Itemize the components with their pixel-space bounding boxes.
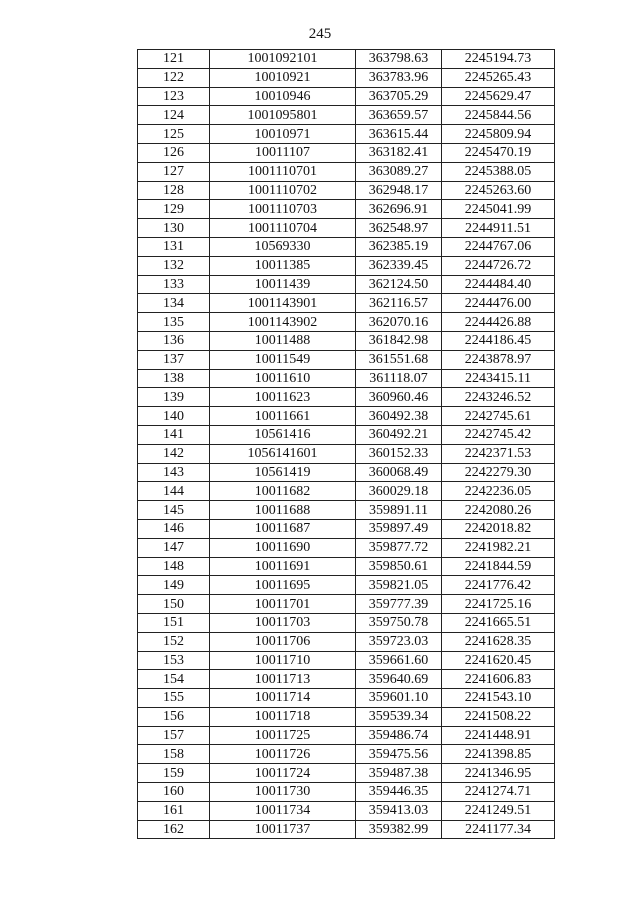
row-number-cell: 146: [138, 519, 210, 538]
point-id-cell: 10011710: [210, 651, 356, 670]
point-id-cell: 10011488: [210, 331, 356, 350]
y-coordinate-cell: 2242080.26: [442, 501, 555, 520]
table-row: [138, 595, 555, 614]
x-coordinate-cell: 362948.17: [356, 181, 442, 200]
row-number-cell: 149: [138, 576, 210, 595]
table-body: [138, 50, 555, 839]
row-number-cell: 153: [138, 651, 210, 670]
x-coordinate-cell: 360068.49: [356, 463, 442, 482]
row-number-cell: 134: [138, 294, 210, 313]
table-row: [138, 425, 555, 444]
x-coordinate-cell: 359877.72: [356, 538, 442, 557]
x-coordinate-cell: 359413.03: [356, 801, 442, 820]
x-coordinate-cell: 359850.61: [356, 557, 442, 576]
y-coordinate-cell: 2243878.97: [442, 350, 555, 369]
table-row: [138, 707, 555, 726]
point-id-cell: 1001143902: [210, 313, 356, 332]
table-row: [138, 181, 555, 200]
table-row: [138, 162, 555, 181]
row-number-cell: 125: [138, 125, 210, 144]
row-number-cell: 159: [138, 764, 210, 783]
y-coordinate-cell: 2241620.45: [442, 651, 555, 670]
table-row: [138, 350, 555, 369]
x-coordinate-cell: 362385.19: [356, 237, 442, 256]
y-coordinate-cell: 2241543.10: [442, 689, 555, 708]
table-row: [138, 143, 555, 162]
y-coordinate-cell: 2244767.06: [442, 237, 555, 256]
y-coordinate-cell: 2241448.91: [442, 726, 555, 745]
point-id-cell: 1056141601: [210, 444, 356, 463]
table-row: [138, 482, 555, 501]
point-id-cell: 10011690: [210, 538, 356, 557]
x-coordinate-cell: 360152.33: [356, 444, 442, 463]
y-coordinate-cell: 2245844.56: [442, 106, 555, 125]
point-id-cell: 10011724: [210, 764, 356, 783]
x-coordinate-cell: 360029.18: [356, 482, 442, 501]
y-coordinate-cell: 2242236.05: [442, 482, 555, 501]
y-coordinate-cell: 2241844.59: [442, 557, 555, 576]
point-id-cell: 10011107: [210, 143, 356, 162]
row-number-cell: 129: [138, 200, 210, 219]
y-coordinate-cell: 2241982.21: [442, 538, 555, 557]
point-id-cell: 10011737: [210, 820, 356, 839]
point-id-cell: 10011703: [210, 613, 356, 632]
x-coordinate-cell: 359487.38: [356, 764, 442, 783]
x-coordinate-cell: 362070.16: [356, 313, 442, 332]
row-number-cell: 122: [138, 68, 210, 87]
table-row: [138, 764, 555, 783]
y-coordinate-cell: 2242745.61: [442, 407, 555, 426]
x-coordinate-cell: 362548.97: [356, 219, 442, 238]
point-id-cell: 10011725: [210, 726, 356, 745]
row-number-cell: 158: [138, 745, 210, 764]
point-id-cell: 1001110703: [210, 200, 356, 219]
point-id-cell: 10011385: [210, 256, 356, 275]
y-coordinate-cell: 2245629.47: [442, 87, 555, 106]
point-id-cell: 10011695: [210, 576, 356, 595]
x-coordinate-cell: 360960.46: [356, 388, 442, 407]
table-row: [138, 783, 555, 802]
row-number-cell: 157: [138, 726, 210, 745]
point-id-cell: 1001143901: [210, 294, 356, 313]
table-row: [138, 331, 555, 350]
row-number-cell: 160: [138, 783, 210, 802]
x-coordinate-cell: 363783.96: [356, 68, 442, 87]
point-id-cell: 10011623: [210, 388, 356, 407]
y-coordinate-cell: 2244476.00: [442, 294, 555, 313]
row-number-cell: 132: [138, 256, 210, 275]
table-row: [138, 670, 555, 689]
row-number-cell: 139: [138, 388, 210, 407]
y-coordinate-cell: 2241177.34: [442, 820, 555, 839]
row-number-cell: 152: [138, 632, 210, 651]
x-coordinate-cell: 359661.60: [356, 651, 442, 670]
x-coordinate-cell: 363615.44: [356, 125, 442, 144]
x-coordinate-cell: 359446.35: [356, 783, 442, 802]
y-coordinate-cell: 2245041.99: [442, 200, 555, 219]
table-row: [138, 463, 555, 482]
point-id-cell: 1001110701: [210, 162, 356, 181]
table-row: [138, 369, 555, 388]
row-number-cell: 147: [138, 538, 210, 557]
point-id-cell: 10010946: [210, 87, 356, 106]
x-coordinate-cell: 359486.74: [356, 726, 442, 745]
table-row: [138, 50, 555, 69]
row-number-cell: 137: [138, 350, 210, 369]
row-number-cell: 128: [138, 181, 210, 200]
row-number-cell: 130: [138, 219, 210, 238]
point-id-cell: 10010971: [210, 125, 356, 144]
table-row: [138, 820, 555, 839]
y-coordinate-cell: 2241508.22: [442, 707, 555, 726]
point-id-cell: 10561419: [210, 463, 356, 482]
y-coordinate-cell: 2245809.94: [442, 125, 555, 144]
coordinates-table: [137, 49, 555, 839]
x-coordinate-cell: 359821.05: [356, 576, 442, 595]
x-coordinate-cell: 359382.99: [356, 820, 442, 839]
x-coordinate-cell: 359750.78: [356, 613, 442, 632]
point-id-cell: 10011701: [210, 595, 356, 614]
table-row: [138, 256, 555, 275]
row-number-cell: 156: [138, 707, 210, 726]
x-coordinate-cell: 359891.11: [356, 501, 442, 520]
table-row: [138, 613, 555, 632]
y-coordinate-cell: 2245388.05: [442, 162, 555, 181]
y-coordinate-cell: 2244726.72: [442, 256, 555, 275]
y-coordinate-cell: 2243246.52: [442, 388, 555, 407]
point-id-cell: 10011706: [210, 632, 356, 651]
y-coordinate-cell: 2242018.82: [442, 519, 555, 538]
table-row: [138, 632, 555, 651]
row-number-cell: 140: [138, 407, 210, 426]
x-coordinate-cell: 359640.69: [356, 670, 442, 689]
table-row: [138, 125, 555, 144]
y-coordinate-cell: 2245263.60: [442, 181, 555, 200]
table-row: [138, 388, 555, 407]
x-coordinate-cell: 362339.45: [356, 256, 442, 275]
x-coordinate-cell: 359539.34: [356, 707, 442, 726]
y-coordinate-cell: 2242371.53: [442, 444, 555, 463]
x-coordinate-cell: 359723.03: [356, 632, 442, 651]
y-coordinate-cell: 2241776.42: [442, 576, 555, 595]
y-coordinate-cell: 2241725.16: [442, 595, 555, 614]
x-coordinate-cell: 362116.57: [356, 294, 442, 313]
row-number-cell: 142: [138, 444, 210, 463]
y-coordinate-cell: 2241398.85: [442, 745, 555, 764]
row-number-cell: 162: [138, 820, 210, 839]
table-row: [138, 801, 555, 820]
row-number-cell: 155: [138, 689, 210, 708]
y-coordinate-cell: 2243415.11: [442, 369, 555, 388]
table-row: [138, 407, 555, 426]
y-coordinate-cell: 2244484.40: [442, 275, 555, 294]
point-id-cell: 10011718: [210, 707, 356, 726]
point-id-cell: 10011691: [210, 557, 356, 576]
point-id-cell: 10011610: [210, 369, 356, 388]
table-row: [138, 87, 555, 106]
x-coordinate-cell: 362696.91: [356, 200, 442, 219]
row-number-cell: 123: [138, 87, 210, 106]
table-row: [138, 313, 555, 332]
row-number-cell: 144: [138, 482, 210, 501]
row-number-cell: 148: [138, 557, 210, 576]
point-id-cell: 10011726: [210, 745, 356, 764]
x-coordinate-cell: 363089.27: [356, 162, 442, 181]
table-row: [138, 576, 555, 595]
point-id-cell: 10011713: [210, 670, 356, 689]
table-row: [138, 689, 555, 708]
row-number-cell: 138: [138, 369, 210, 388]
table-row: [138, 538, 555, 557]
x-coordinate-cell: 359475.56: [356, 745, 442, 764]
table-row: [138, 745, 555, 764]
y-coordinate-cell: 2245265.43: [442, 68, 555, 87]
x-coordinate-cell: 359601.10: [356, 689, 442, 708]
y-coordinate-cell: 2242279.30: [442, 463, 555, 482]
point-id-cell: 10011687: [210, 519, 356, 538]
table-row: [138, 275, 555, 294]
y-coordinate-cell: 2244186.45: [442, 331, 555, 350]
y-coordinate-cell: 2241628.35: [442, 632, 555, 651]
point-id-cell: 10011682: [210, 482, 356, 501]
point-id-cell: 1001092101: [210, 50, 356, 69]
point-id-cell: 1001095801: [210, 106, 356, 125]
row-number-cell: 135: [138, 313, 210, 332]
row-number-cell: 154: [138, 670, 210, 689]
row-number-cell: 151: [138, 613, 210, 632]
table-row: [138, 219, 555, 238]
point-id-cell: 10011734: [210, 801, 356, 820]
x-coordinate-cell: 363659.57: [356, 106, 442, 125]
row-number-cell: 145: [138, 501, 210, 520]
row-number-cell: 133: [138, 275, 210, 294]
row-number-cell: 141: [138, 425, 210, 444]
table-row: [138, 294, 555, 313]
y-coordinate-cell: 2241665.51: [442, 613, 555, 632]
point-id-cell: 10561416: [210, 425, 356, 444]
x-coordinate-cell: 363798.63: [356, 50, 442, 69]
y-coordinate-cell: 2244426.88: [442, 313, 555, 332]
row-number-cell: 126: [138, 143, 210, 162]
x-coordinate-cell: 361842.98: [356, 331, 442, 350]
point-id-cell: 10011549: [210, 350, 356, 369]
table-row: [138, 200, 555, 219]
row-number-cell: 150: [138, 595, 210, 614]
table-row: [138, 726, 555, 745]
x-coordinate-cell: 361118.07: [356, 369, 442, 388]
table-row: [138, 519, 555, 538]
y-coordinate-cell: 2242745.42: [442, 425, 555, 444]
table-row: [138, 444, 555, 463]
point-id-cell: 10011714: [210, 689, 356, 708]
row-number-cell: 136: [138, 331, 210, 350]
point-id-cell: 10011730: [210, 783, 356, 802]
x-coordinate-cell: 359897.49: [356, 519, 442, 538]
x-coordinate-cell: 360492.21: [356, 425, 442, 444]
table-row: [138, 68, 555, 87]
x-coordinate-cell: 361551.68: [356, 350, 442, 369]
row-number-cell: 124: [138, 106, 210, 125]
x-coordinate-cell: 362124.50: [356, 275, 442, 294]
y-coordinate-cell: 2241606.83: [442, 670, 555, 689]
y-coordinate-cell: 2244911.51: [442, 219, 555, 238]
y-coordinate-cell: 2241249.51: [442, 801, 555, 820]
point-id-cell: 10011688: [210, 501, 356, 520]
row-number-cell: 121: [138, 50, 210, 69]
row-number-cell: 131: [138, 237, 210, 256]
point-id-cell: 10011439: [210, 275, 356, 294]
page-number: 245: [308, 26, 332, 42]
y-coordinate-cell: 2245194.73: [442, 50, 555, 69]
y-coordinate-cell: 2245470.19: [442, 143, 555, 162]
x-coordinate-cell: 359777.39: [356, 595, 442, 614]
point-id-cell: 1001110702: [210, 181, 356, 200]
table-row: [138, 557, 555, 576]
point-id-cell: 1001110704: [210, 219, 356, 238]
x-coordinate-cell: 360492.38: [356, 407, 442, 426]
row-number-cell: 161: [138, 801, 210, 820]
point-id-cell: 10010921: [210, 68, 356, 87]
y-coordinate-cell: 2241346.95: [442, 764, 555, 783]
point-id-cell: 10011661: [210, 407, 356, 426]
x-coordinate-cell: 363182.41: [356, 143, 442, 162]
table-row: [138, 106, 555, 125]
row-number-cell: 127: [138, 162, 210, 181]
row-number-cell: 143: [138, 463, 210, 482]
x-coordinate-cell: 363705.29: [356, 87, 442, 106]
table-row: [138, 237, 555, 256]
table-row: [138, 651, 555, 670]
table-row: [138, 501, 555, 520]
point-id-cell: 10569330: [210, 237, 356, 256]
y-coordinate-cell: 2241274.71: [442, 783, 555, 802]
